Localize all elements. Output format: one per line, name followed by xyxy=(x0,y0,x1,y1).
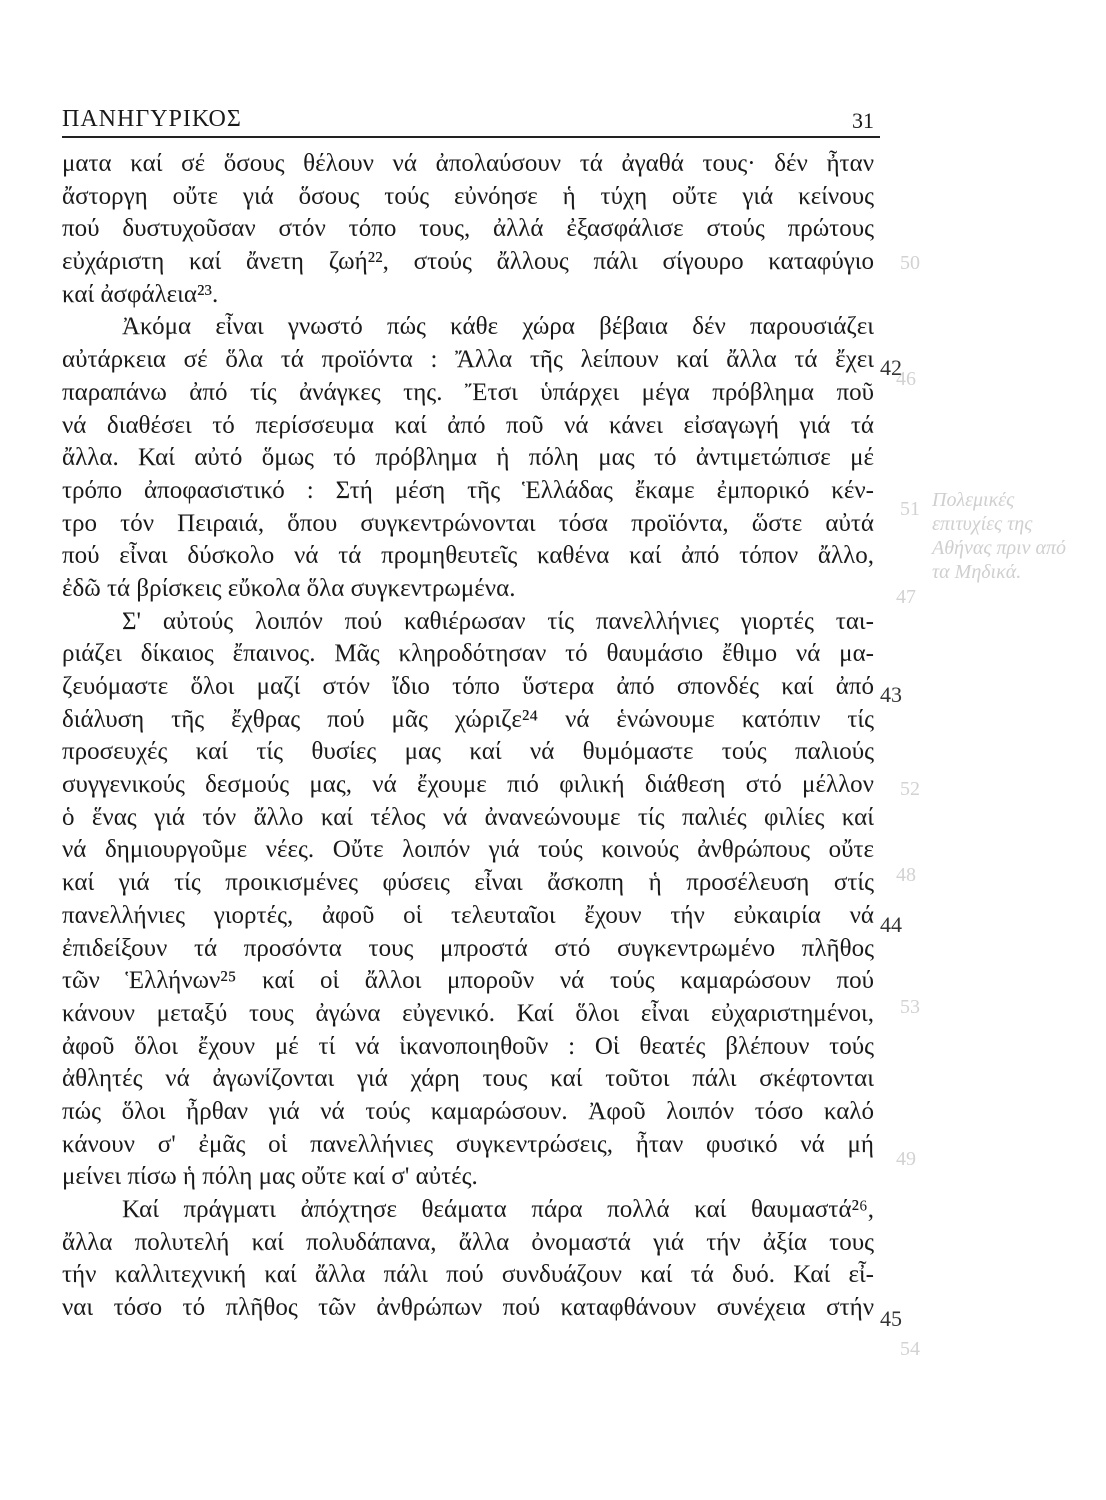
text-line: ὁ ἕνας γιά τόν ἄλλο καί τέλος νά ἀνανεώνουμε τίς παλιές φιλίες καί xyxy=(62,803,874,831)
section-number: 43 xyxy=(880,682,902,707)
text-line: μείνει πίσω ἡ πόλη μας οὔτε καί σ' αὐτές. xyxy=(62,1163,478,1191)
show-through-number: 48 xyxy=(896,864,916,886)
text-line: τρο τόν Πειραιά, ὅπου συγκεντρώνονται τόσα προϊόντα, ὥστε αὐτά xyxy=(62,509,874,537)
show-through-number: 54 xyxy=(900,1338,920,1360)
text-line: ἄστοργη οὔτε γιά ὅσους τούς εὐνόησε ἡ τύχη οὔτε γιά κείνους xyxy=(62,182,874,210)
section-number: 42 xyxy=(880,355,902,380)
section-number: 45 xyxy=(880,1306,902,1331)
text-line: ἀφοῦ ὅλοι ἔχουν μέ τί νά ἱκανοποιηθοῦν : Οἱ θεατές βλέπουν τούς xyxy=(62,1032,874,1060)
text-line: κάνουν σ' ἐμᾶς οἱ πανελλήνιες συγκεντρώσεις, ἦταν φυσικό νά μή xyxy=(62,1130,874,1158)
show-through-number: 47 xyxy=(896,586,916,608)
show-through-number: 46 xyxy=(896,368,916,390)
text-line: τήν καλλιτεχνική καί ἄλλα πάλι πού συνδυάζουν καί τά δυό. Καί εἶ- xyxy=(62,1261,874,1289)
show-through-number: 52 xyxy=(900,778,920,800)
section-number: 44 xyxy=(880,912,902,937)
running-header xyxy=(62,106,874,136)
text-line: πού δυστυχοῦσαν στόν τόπο τους, ἀλλά ἐξασφάλισε στούς πρώτους xyxy=(62,215,874,243)
text-line: προσευχές καί τίς θυσίες μας καί νά θυμόμαστε τούς παλιούς xyxy=(62,738,874,766)
text-line: πού εἶναι δύσκολο νά τά προμηθευτεῖς καθένα καί ἀπό τόπον ἄλλο, xyxy=(62,542,874,570)
text-line: κάνουν μεταξύ τους ἀγώνα εὐγενικό. Καί ὅλοι εἶναι εὐχαριστημένοι, xyxy=(62,999,874,1027)
text-line: πανελλήνιες γιορτές, ἀφοῦ οἱ τελευταῖοι ἔχουν τήν εὐκαιρία νά xyxy=(62,901,874,929)
text-line: ἄλλα πολυτελή καί πολυδάπανα, ἄλλα ὀνομαστά γιά τήν ἀξία τους xyxy=(62,1228,874,1256)
text-line: πώς ὅλοι ἦρθαν γιά νά τούς καμαρώσουν. Ἀφοῦ λοιπόν τόσο καλό xyxy=(62,1097,874,1125)
show-through-number: 49 xyxy=(896,1148,916,1170)
show-through-number: 50 xyxy=(900,252,920,274)
text-line: Καί πράγματι ἀπόχτησε θεάματα πάρα πολλά καί θαυμαστά²⁶, xyxy=(122,1196,874,1223)
text-line: Ἀκόμα εἶναι γνωστό πώς κάθε χώρα βέβαια δέν παρουσιάζει xyxy=(122,313,874,341)
text-line: συγγενικούς δεσμούς μας, νά ἔχουμε πιό φιλική διάθεση στό μέλλον xyxy=(62,771,874,799)
show-through-margin-note: Πολεμικές επιτυχίες της Αθήνας πριν από τα Μηδικά. xyxy=(932,489,1067,583)
text-line: ἐπιδείξουν τά προσόντα τους μπροστά στό συγκεντρωμένο πλῆθος xyxy=(62,934,874,962)
text-line: ἀθλητές νά ἀγωνίζονται γιά χάρη τους καί τοῦτοι πάλι σκέφτονται xyxy=(62,1065,874,1093)
text-line: ζευόμαστε ὅλοι μαζί στόν ἴδιο τόπο ὕστερα ἀπό σπονδές καί ἀπό xyxy=(62,673,874,700)
text-line: ἐδῶ τά βρίσκεις εὔκολα ὅλα συγκεντρωμένα. xyxy=(62,574,516,602)
text-line: νά διαθέσει τό περίσσευμα καί ἀπό ποῦ νά κάνει εἰσαγωγή γιά τά xyxy=(62,411,874,439)
text-line: ἄλλα. Καί αὐτό ὅμως τό πρόβλημα ἡ πόλη μας τό ἀντιμετώπισε μέ xyxy=(62,444,874,472)
text-line: καί γιά τίς προικισμένες φύσεις εἶναι ἄσκοπη ἡ προσέλευση στίς xyxy=(62,869,874,897)
page-number: 31 xyxy=(852,108,874,133)
text-line: διάλυση τῆς ἔχθρας πού μᾶς χώριζε²⁴ νά ἑνώνουμε κατόπιν τίς xyxy=(62,705,874,733)
body-text xyxy=(62,148,874,1325)
text-line: ριάζει δίκαιος ἔπαινος. Μᾶς κληροδότησαν τό θαυμάσιο ἔθιμο νά μα- xyxy=(62,640,874,668)
show-through-number: 53 xyxy=(900,996,920,1018)
text-line: ματα καί σέ ὅσους θέλουν νά ἀπολαύσουν τά ἀγαθά τους· δέν ἦταν xyxy=(62,150,874,177)
text-line: αὐτάρκεια σέ ὅλα τά προϊόντα : Ἄλλα τῆς λείπουν καί ἄλλα τά ἔχει xyxy=(62,346,874,374)
running-title: ΠΑΝΗΓΥΡΙΚΟΣ xyxy=(62,106,242,132)
text-line: παραπάνω ἀπό τίς ἀνάγκες της. Ἔτσι ὑπάρχει μέγα πρόβλημα ποῦ xyxy=(62,378,874,406)
text-line: καί ἀσφάλεια²³. xyxy=(62,280,219,308)
text-line: νά δημιουργοῦμε νέες. Οὔτε λοιπόν γιά τούς κοινούς ἀνθρώπους οὔτε xyxy=(62,836,874,864)
show-through-number: 51 xyxy=(900,498,920,520)
text-line: εὐχάριστη καί ἄνετη ζωή²², στούς ἄλλους πάλι σίγουρο καταφύγιο xyxy=(62,248,874,276)
text-line: Σ' αὐτούς λοιπόν πού καθιέρωσαν τίς πανελλήνιες γιορτές ται- xyxy=(122,607,874,635)
text-line: ναι τόσο τό πλῆθος τῶν ἀνθρώπων πού καταφθάνουν συνέχεια στήν xyxy=(62,1294,874,1322)
header-rule xyxy=(62,136,880,138)
text-line: τρόπο ἀποφασιστικό : Στή μέση τῆς Ἑλλάδας ἔκαμε ἐμπορικό κέν- xyxy=(62,476,874,504)
text-line: τῶν Ἑλλήνων²⁵ καί οἱ ἄλλοι μποροῦν νά τούς καμαρώσουν πού xyxy=(62,967,874,995)
